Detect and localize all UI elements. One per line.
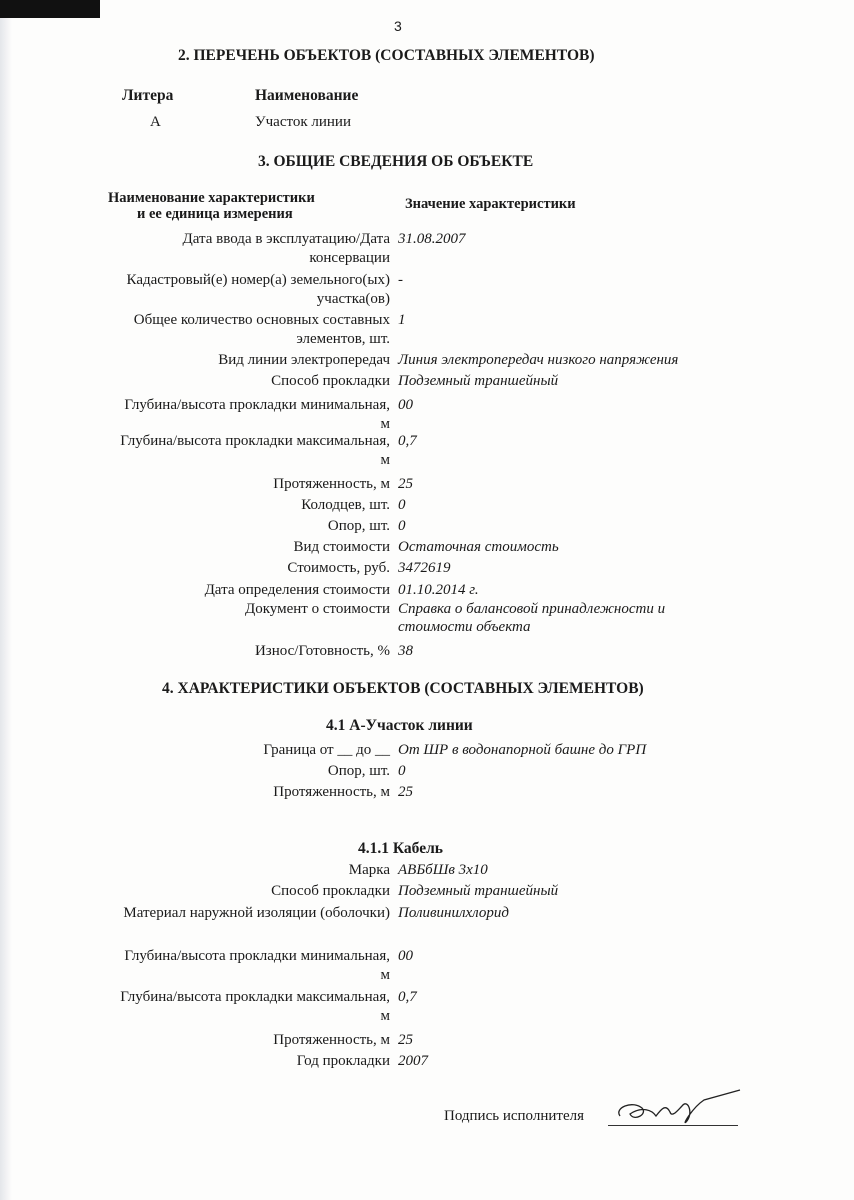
characteristic-label xyxy=(349,861,390,879)
subsection-4-1-1-title: 4.1.1 Кабель xyxy=(358,840,443,857)
label-line: Вид линии электропередач xyxy=(218,352,390,368)
characteristic-label xyxy=(124,396,390,434)
characteristic-value xyxy=(398,230,466,248)
value-line: - xyxy=(398,272,403,288)
label-line: Марка xyxy=(348,862,390,878)
label-line: Кадастровый(е) номер(а) земельного(ых) xyxy=(126,272,390,288)
characteristic-label xyxy=(293,538,390,556)
characteristic-value xyxy=(398,741,646,759)
characteristic-value xyxy=(398,372,558,390)
label-line: Протяженность, м xyxy=(273,784,390,800)
characteristic-label xyxy=(273,1031,390,1049)
label-line: Глубина/высота прокладки максимальная, xyxy=(120,433,390,449)
label-line: м xyxy=(380,967,390,983)
label-line: Способ прокладки xyxy=(271,883,390,899)
value-line: 00 xyxy=(398,397,413,413)
characteristic-value xyxy=(398,1052,428,1070)
label-line: Глубина/высота прокладки минимальная, xyxy=(124,948,390,964)
characteristic-label xyxy=(123,904,390,922)
characteristic-value xyxy=(398,783,413,801)
characteristic-label xyxy=(273,475,390,493)
value-line: 31.08.2007 xyxy=(398,231,466,247)
label-line: Глубина/высота прокладки минимальная, xyxy=(124,397,390,413)
characteristic-value xyxy=(398,396,413,414)
label-line: м xyxy=(380,416,390,432)
value-line: Справка о балансовой принадлежности и xyxy=(398,601,666,617)
value-line: Поливинилхлорид xyxy=(398,905,509,921)
label-line: Вид стоимости xyxy=(293,539,390,555)
scan-artifact xyxy=(0,0,100,18)
label-line: Документ о стоимости xyxy=(245,601,390,617)
characteristic-label xyxy=(271,372,390,390)
value-line: 25 xyxy=(398,476,413,492)
characteristic-value xyxy=(398,861,488,879)
label-line: Общее количество основных составных xyxy=(133,312,390,328)
characteristic-value xyxy=(398,904,509,922)
value-line: 3472619 xyxy=(398,560,451,576)
characteristic-label xyxy=(134,311,390,349)
label-line: Граница от __ до __ xyxy=(263,742,390,758)
value-line: 0 xyxy=(398,763,406,779)
label-line: Износ/Готовность, % xyxy=(254,643,390,659)
label-line: участка(ов) xyxy=(316,291,390,307)
object-name: Участок линии xyxy=(255,114,351,130)
label-line: м xyxy=(380,1008,390,1024)
characteristic-value xyxy=(398,432,417,450)
characteristic-value xyxy=(398,762,406,780)
col-header-name: Наименование xyxy=(255,87,359,104)
characteristic-value xyxy=(398,475,413,493)
characteristic-label xyxy=(273,783,390,801)
handwritten-signature xyxy=(612,1088,747,1128)
label-line: Дата определения стоимости xyxy=(204,582,390,598)
label-line: Способ прокладки xyxy=(271,373,390,389)
header-label-line1: Наименование характеристики xyxy=(108,190,315,206)
value-line: От ШР в водонапорной башне до ГРП xyxy=(398,742,647,758)
value-line: 01.10.2014 г. xyxy=(398,582,479,598)
label-line: м xyxy=(380,452,390,468)
label-line: Материал наружной изоляции (оболочки) xyxy=(123,905,390,921)
value-line: 1 xyxy=(398,312,406,328)
label-line: Год прокладки xyxy=(296,1053,390,1069)
characteristic-label xyxy=(120,432,390,470)
label-line: Протяженность, м xyxy=(273,1032,390,1048)
characteristic-value xyxy=(398,581,479,599)
label-line: Глубина/высота прокладки максимальная, xyxy=(120,989,390,1005)
value-line: 0,7 xyxy=(398,433,417,449)
signature-label: Подпись исполнителя xyxy=(444,1108,584,1124)
characteristic-value xyxy=(398,882,558,900)
characteristic-value xyxy=(398,538,559,556)
label-line: Дата ввода в эксплуатацию/Дата xyxy=(182,231,390,247)
characteristic-value xyxy=(398,496,406,514)
label-line: Колодцев, шт. xyxy=(301,497,390,513)
characteristic-label xyxy=(297,1052,390,1070)
characteristic-value xyxy=(398,642,413,660)
characteristic-label xyxy=(328,762,390,780)
page-number: 3 xyxy=(394,18,402,34)
characteristic-label xyxy=(205,581,390,599)
label-line: Стоимость, руб. xyxy=(287,560,390,576)
characteristic-value xyxy=(398,311,406,329)
label-line: Протяженность, м xyxy=(273,476,390,492)
subsection-4-1-title: 4.1 А-Участок линии xyxy=(326,717,473,734)
value-line: Линия электропередач низкого напряжения xyxy=(398,352,679,368)
characteristic-label xyxy=(271,882,390,900)
characteristic-label xyxy=(263,741,390,759)
characteristic-label xyxy=(245,600,390,618)
section-3-title: 3. ОБЩИЕ СВЕДЕНИЯ ОБ ОБЪЕКТЕ xyxy=(258,153,534,170)
characteristic-label xyxy=(218,351,390,369)
label-line: Опор, шт. xyxy=(327,518,390,534)
col-header-litera: Литера xyxy=(122,87,174,104)
characteristic-label xyxy=(183,230,390,268)
value-line: Остаточная стоимость xyxy=(398,539,559,555)
object-litera: А xyxy=(150,114,161,130)
value-line: АВБбШв 3х10 xyxy=(398,862,488,878)
characteristic-value xyxy=(398,351,678,369)
characteristic-value xyxy=(398,559,451,577)
header-label-line2: и ее единица измерения xyxy=(137,206,293,222)
value-line: 25 xyxy=(398,1032,413,1048)
label-line: элементов, шт. xyxy=(296,331,390,347)
characteristic-label xyxy=(287,559,390,577)
label-line: консервации xyxy=(309,250,390,266)
header-value: Значение характеристики xyxy=(405,196,576,212)
section-2-title: 2. ПЕРЕЧЕНЬ ОБЪЕКТОВ (СОСТАВНЫХ ЭЛЕМЕНТОВ) xyxy=(178,47,595,64)
value-line: 0 xyxy=(398,518,406,534)
value-line: 25 xyxy=(398,784,413,800)
characteristic-label xyxy=(127,271,390,309)
characteristic-value xyxy=(398,271,403,289)
value-line: 38 xyxy=(398,643,413,659)
section-4-title: 4. ХАРАКТЕРИСТИКИ ОБЪЕКТОВ (СОСТАВНЫХ ЭЛЕМЕНТОВ) xyxy=(162,680,644,697)
characteristic-label xyxy=(301,496,390,514)
characteristic-value xyxy=(398,517,406,535)
value-line: 0 xyxy=(398,497,406,513)
characteristic-label xyxy=(124,947,390,985)
characteristic-label xyxy=(328,517,390,535)
characteristic-label xyxy=(120,988,390,1026)
value-line: 0,7 xyxy=(398,989,417,1005)
characteristic-value xyxy=(398,988,417,1006)
scan-edge-shadow xyxy=(0,0,12,1200)
characteristic-value xyxy=(398,1031,413,1049)
characteristic-label xyxy=(255,642,390,660)
characteristic-value xyxy=(398,947,413,965)
characteristic-value xyxy=(398,600,665,636)
value-line: Подземный траншейный xyxy=(398,373,559,389)
value-line: 2007 xyxy=(398,1053,428,1069)
value-line: 00 xyxy=(398,948,413,964)
label-line: Опор, шт. xyxy=(327,763,390,779)
value-line: Подземный траншейный xyxy=(398,883,559,899)
value-line: стоимости объекта xyxy=(398,619,531,635)
